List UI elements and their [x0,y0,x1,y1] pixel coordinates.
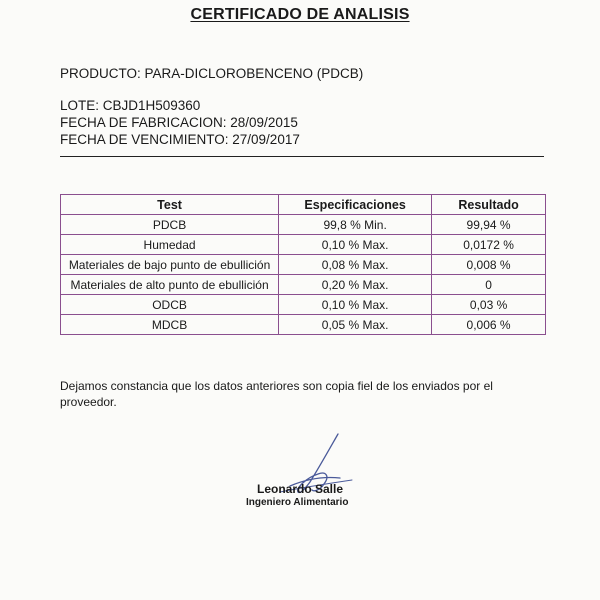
cell-specification: 0,10 % Max. [279,295,432,315]
cell-specification: 0,08 % Max. [279,255,432,275]
table-row [61,275,546,295]
cell-result: 99,94 % [432,215,546,235]
cell-test: Humedad [61,235,279,255]
cell-specification: 0,20 % Max. [279,275,432,295]
cell-specification: 0,05 % Max. [279,315,432,335]
table-row [61,255,546,275]
table-header-row [61,195,546,215]
lot-line: LOTE: CBJD1H509360 [60,98,201,113]
document-title: CERTIFICADO DE ANALISIS [190,6,410,23]
table-row [61,315,546,335]
table-row [61,235,546,255]
signer-title: Ingeniero Alimentario [246,497,349,508]
cell-result: 0,006 % [432,315,546,335]
divider [60,156,544,157]
declaration-note: Dejamos constancia que los datos anteriores son copia fiel de los enviados por el proveedor. [60,379,493,409]
header-result: Resultado [432,195,546,215]
cell-test: Materiales de alto punto de ebullición [61,275,279,295]
header-specifications: Especificaciones [279,195,432,215]
table-row [61,295,546,315]
manufacture-date-line: FECHA DE FABRICACION: 28/09/2015 [60,115,298,130]
expiry-date-line: FECHA DE VENCIMIENTO: 27/09/2017 [60,132,300,147]
product-line: PRODUCTO: PARA-DICLOROBENCENO (PDCB) [60,66,364,81]
header-test: Test [61,195,279,215]
cell-specification: 0,10 % Max. [279,235,432,255]
cell-specification: 99,8 % Min. [279,215,432,235]
cell-test: ODCB [61,295,279,315]
cell-test: Materiales de bajo punto de ebullición [61,255,279,275]
table-row [61,215,546,235]
cell-result: 0,03 % [432,295,546,315]
results-table [60,194,546,335]
signer-name: Leonardo Salle [257,482,344,496]
cell-result: 0,0172 % [432,235,546,255]
cell-result: 0,008 % [432,255,546,275]
cell-test: PDCB [61,215,279,235]
cell-test: MDCB [61,315,279,335]
cell-result: 0 [432,275,546,295]
